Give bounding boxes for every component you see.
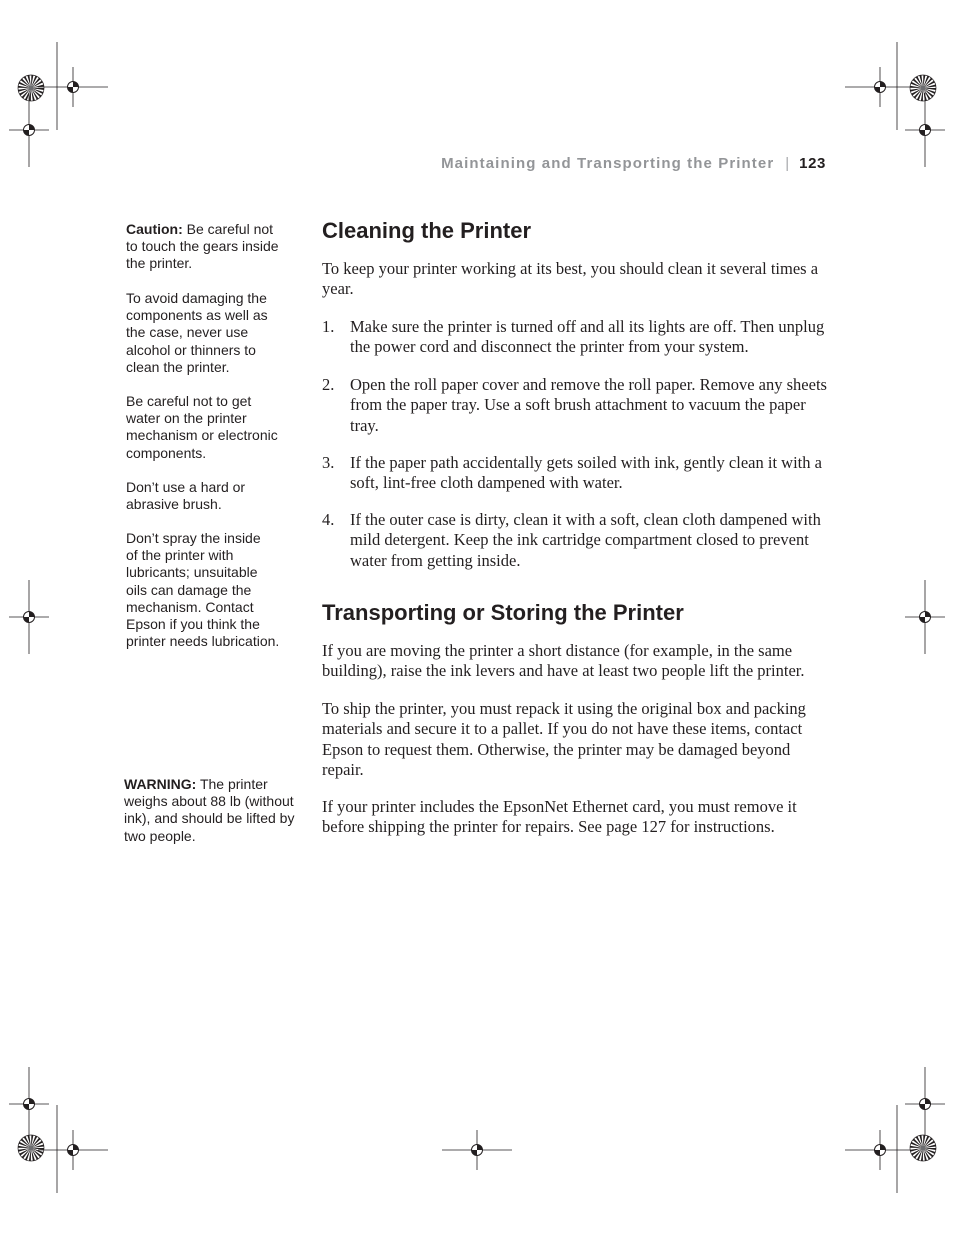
warning-label: WARNING:: [124, 776, 197, 792]
warning-note: [124, 776, 294, 845]
sidebar-note-line: lubricants; unsuitable: [126, 564, 258, 581]
sidebar-note-line: Don’t spray the inside: [126, 530, 261, 546]
sunburst-mark-icon: [18, 75, 44, 101]
registration-mark-icon: [442, 1130, 512, 1170]
step-text: [350, 317, 824, 358]
step-number: 1.: [322, 317, 335, 336]
caution-text: Be careful not: [186, 221, 274, 237]
sidebar-note-line: Be careful not to get: [126, 393, 252, 409]
step-number: 4.: [322, 510, 335, 529]
sidebar-note-line: clean the printer.: [126, 358, 230, 375]
sidebar-note-line: water on the printer: [126, 410, 247, 427]
registration-mark-icon: [9, 1067, 49, 1141]
paragraph-line: before shipping the printer for repairs. See page 127 for instructions.: [322, 817, 775, 837]
sunburst-mark-icon: [910, 75, 936, 101]
sidebar-note-line: mechanism or electronic: [126, 427, 278, 444]
sidebar-note: [126, 530, 279, 650]
warning-text: The printer: [199, 776, 268, 792]
sidebar-note-line: abrasive brush.: [126, 496, 222, 513]
step-text: [350, 375, 827, 436]
registration-mark-icon: [905, 93, 945, 167]
step-text-line: Make sure the printer is turned off and all its lights are off. Then unplug: [350, 317, 825, 336]
paragraph-line: building), raise the ink levers and have at least two people lift the printer.: [322, 661, 805, 681]
paragraph-line: To ship the printer, you must repack it using the original box and packing: [322, 699, 806, 718]
running-header-title: Maintaining and Transporting the Printer: [441, 155, 775, 172]
registration-mark-icon: [9, 580, 49, 654]
sidebar-note-line: printer needs lubrication.: [126, 633, 280, 650]
section-heading-cleaning: Cleaning the Printer: [322, 218, 532, 243]
step-text: [350, 510, 821, 571]
paragraph-line: If your printer includes the EpsonNet Ethernet card, you must remove it: [322, 797, 797, 816]
sidebar-note-line: Don’t use a hard or: [126, 479, 246, 495]
warning-text: weighs about 88 lb (without: [124, 793, 294, 810]
step-text-line: tray.: [350, 415, 379, 435]
step-text-line: Open the roll paper cover and remove the roll paper. Remove any sheets: [350, 375, 827, 394]
warning-text: ink), and should be lifted by: [124, 810, 295, 827]
warning-text: two people.: [124, 827, 196, 844]
caution-label: Caution:: [126, 221, 183, 237]
registration-mark-icon: [905, 580, 945, 654]
sunburst-mark-icon: [18, 1135, 44, 1161]
step-text-line: mild detergent. Keep the ink cartridge compartment closed to prevent: [350, 530, 809, 550]
warning-note-first-line: [124, 776, 294, 793]
sidebar-note: [126, 479, 245, 513]
paragraph-line: materials and secure it to a pallet. If you do not have these items, contact: [322, 719, 803, 739]
sidebar-note-line: Epson if you think the: [126, 616, 260, 633]
caution-text: to touch the gears inside: [126, 238, 279, 255]
step-text-line: the power cord and disconnect the printer from your system.: [350, 337, 749, 357]
sidebar-note-line: alcohol or thinners to: [126, 341, 256, 358]
sidebar-note-line: To avoid damaging the: [126, 290, 267, 306]
paragraph-line: To keep your printer working at its best, you should clean it several times a: [322, 259, 819, 278]
step-number: 3.: [322, 453, 335, 472]
transporting-paragraph: [322, 797, 797, 838]
sidebar-note-line: the case, never use: [126, 324, 249, 341]
sidebar-note: [126, 290, 268, 376]
running-header-separator: |: [785, 155, 790, 172]
registration-mark-icon: [9, 93, 49, 167]
paragraph-line: repair.: [322, 760, 364, 780]
step-text-line: If the paper path accidentally gets soiled with ink, gently clean it with a: [350, 453, 822, 472]
registration-mark-icon: [38, 67, 108, 107]
caution-note: [126, 221, 279, 273]
caution-note-first-line: [126, 221, 279, 238]
running-header: [441, 155, 826, 173]
paragraph-line: Epson to request them. Otherwise, the printer may be damaged beyond: [322, 739, 791, 759]
step-text: [350, 453, 822, 494]
step-text-line: soft, lint-free cloth dampened with water.: [350, 473, 623, 493]
step-text-line: If the outer case is dirty, clean it with a soft, clean cloth dampened with: [350, 510, 821, 529]
registration-mark-icon: [845, 1130, 915, 1170]
registration-mark-icon: [905, 1067, 945, 1141]
step-text-line: from the paper tray. Use a soft brush attachment to vacuum the paper: [350, 395, 806, 415]
caution-text: the printer.: [126, 255, 193, 272]
registration-mark-icon: [38, 1130, 108, 1170]
sidebar-note-line: mechanism. Contact: [126, 598, 254, 615]
sidebar-note: [126, 393, 278, 462]
registration-mark-icon: [845, 67, 915, 107]
cleaning-intro-paragraph: [322, 259, 818, 300]
transporting-paragraph: [322, 641, 804, 682]
sunburst-mark-icon: [910, 1135, 936, 1161]
section-heading-transporting: Transporting or Storing the Printer: [322, 600, 684, 625]
sidebar-note-line: of the printer with: [126, 547, 234, 564]
sidebar-note-line: oils can damage the: [126, 581, 252, 598]
step-number: 2.: [322, 375, 335, 394]
paragraph-line: year.: [322, 279, 354, 299]
sidebar-note-line: components as well as: [126, 307, 268, 324]
sidebar-note-line: components.: [126, 444, 207, 461]
paragraph-line: If you are moving the printer a short distance (for example, in the same: [322, 641, 793, 660]
step-text-line: water from getting inside.: [350, 550, 521, 570]
page-number: 123: [799, 155, 826, 172]
transporting-paragraph: [322, 699, 806, 781]
